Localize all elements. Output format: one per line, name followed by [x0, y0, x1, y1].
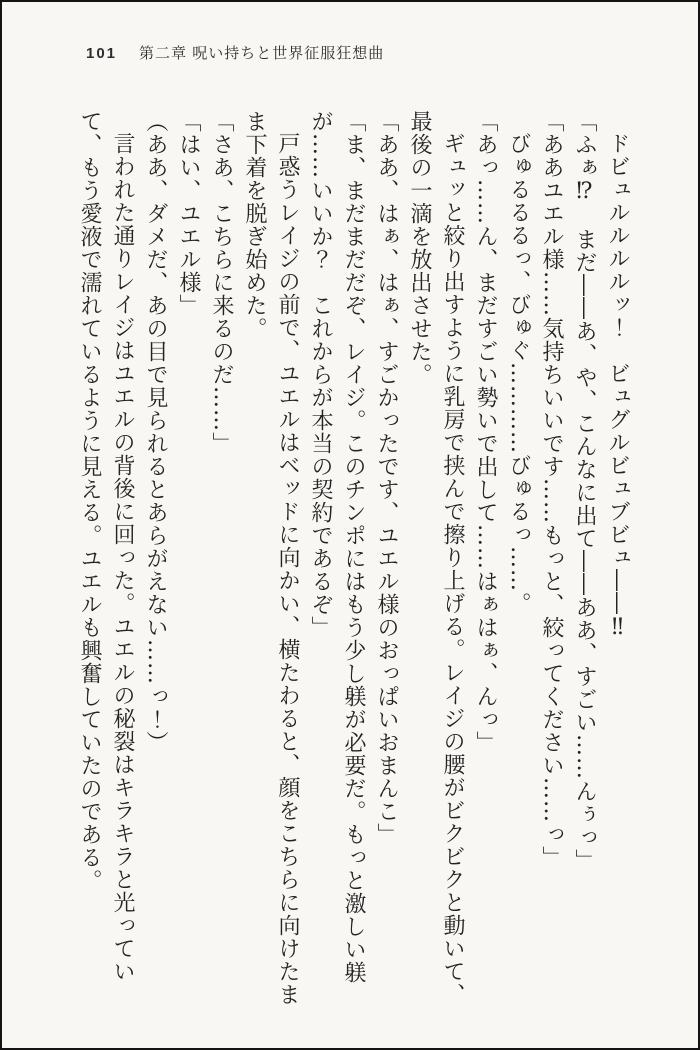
chapter-heading: 第二章 呪い持ちと世界征服狂想曲 — [139, 45, 385, 62]
paragraph: ドビュルルルルッ！ ビュグルビュブビュ――‼ — [605, 132, 630, 641]
running-head — [86, 42, 384, 63]
paragraph: 「あっ……ん、まだすごい勢いで出して……はぁはぁ、んっ」 — [473, 110, 498, 754]
paragraph: 「はい、ユエル様」 — [176, 110, 201, 317]
paragraph: 「ああ、はぁ、はぁ、すごかったです、ユエル様のおっぱいおまんこ」 — [374, 110, 399, 846]
paragraph: ギュッと絞り出すように乳房で挟んで擦り上げる。レイジの腰がビクビクと動いて、最後の一滴を放出させた。 — [407, 110, 465, 1006]
paragraph: 戸惑うレイジの前で、ユエルはベッドに向かい、横たわると、顔をこちらに向けたまま下着を脱ぎ始めた。 — [242, 110, 300, 1006]
page-number: 101 — [86, 45, 118, 62]
paragraph: 「ま、まだまだだぞ、レイジ。このチンポにはもう少し躾が必要だ。もっと激しい躾が……いいか？ これからが本当の契約であるぞ」 — [308, 110, 366, 984]
paragraph: （ああ、ダメだ、あの目で見られるとあらがえない……っ！） — [143, 110, 168, 754]
paragraph: 「ああユエル様……気持ちいいです……もっと、絞ってください……っ」 — [539, 110, 564, 869]
paragraph: 「ふぁ⁉ まだ――あ、や、こんなに出て――ああ、すごい……んぅっ」 — [572, 110, 597, 872]
vertical-text-block — [73, 110, 634, 1010]
paragraph: 言われた通りレイジはユエルの背後に回った。ユエルの秘裂はキラキラと光っていて、もう愛液で濡れているように見える。ユエルも興奮していたのである。 — [77, 110, 135, 983]
paragraph: 「さあ、こちらに来るのだ……」 — [209, 110, 234, 455]
paragraph: びゅるるるっ、びゅぐ…………びゅるっ……。 — [506, 132, 531, 615]
